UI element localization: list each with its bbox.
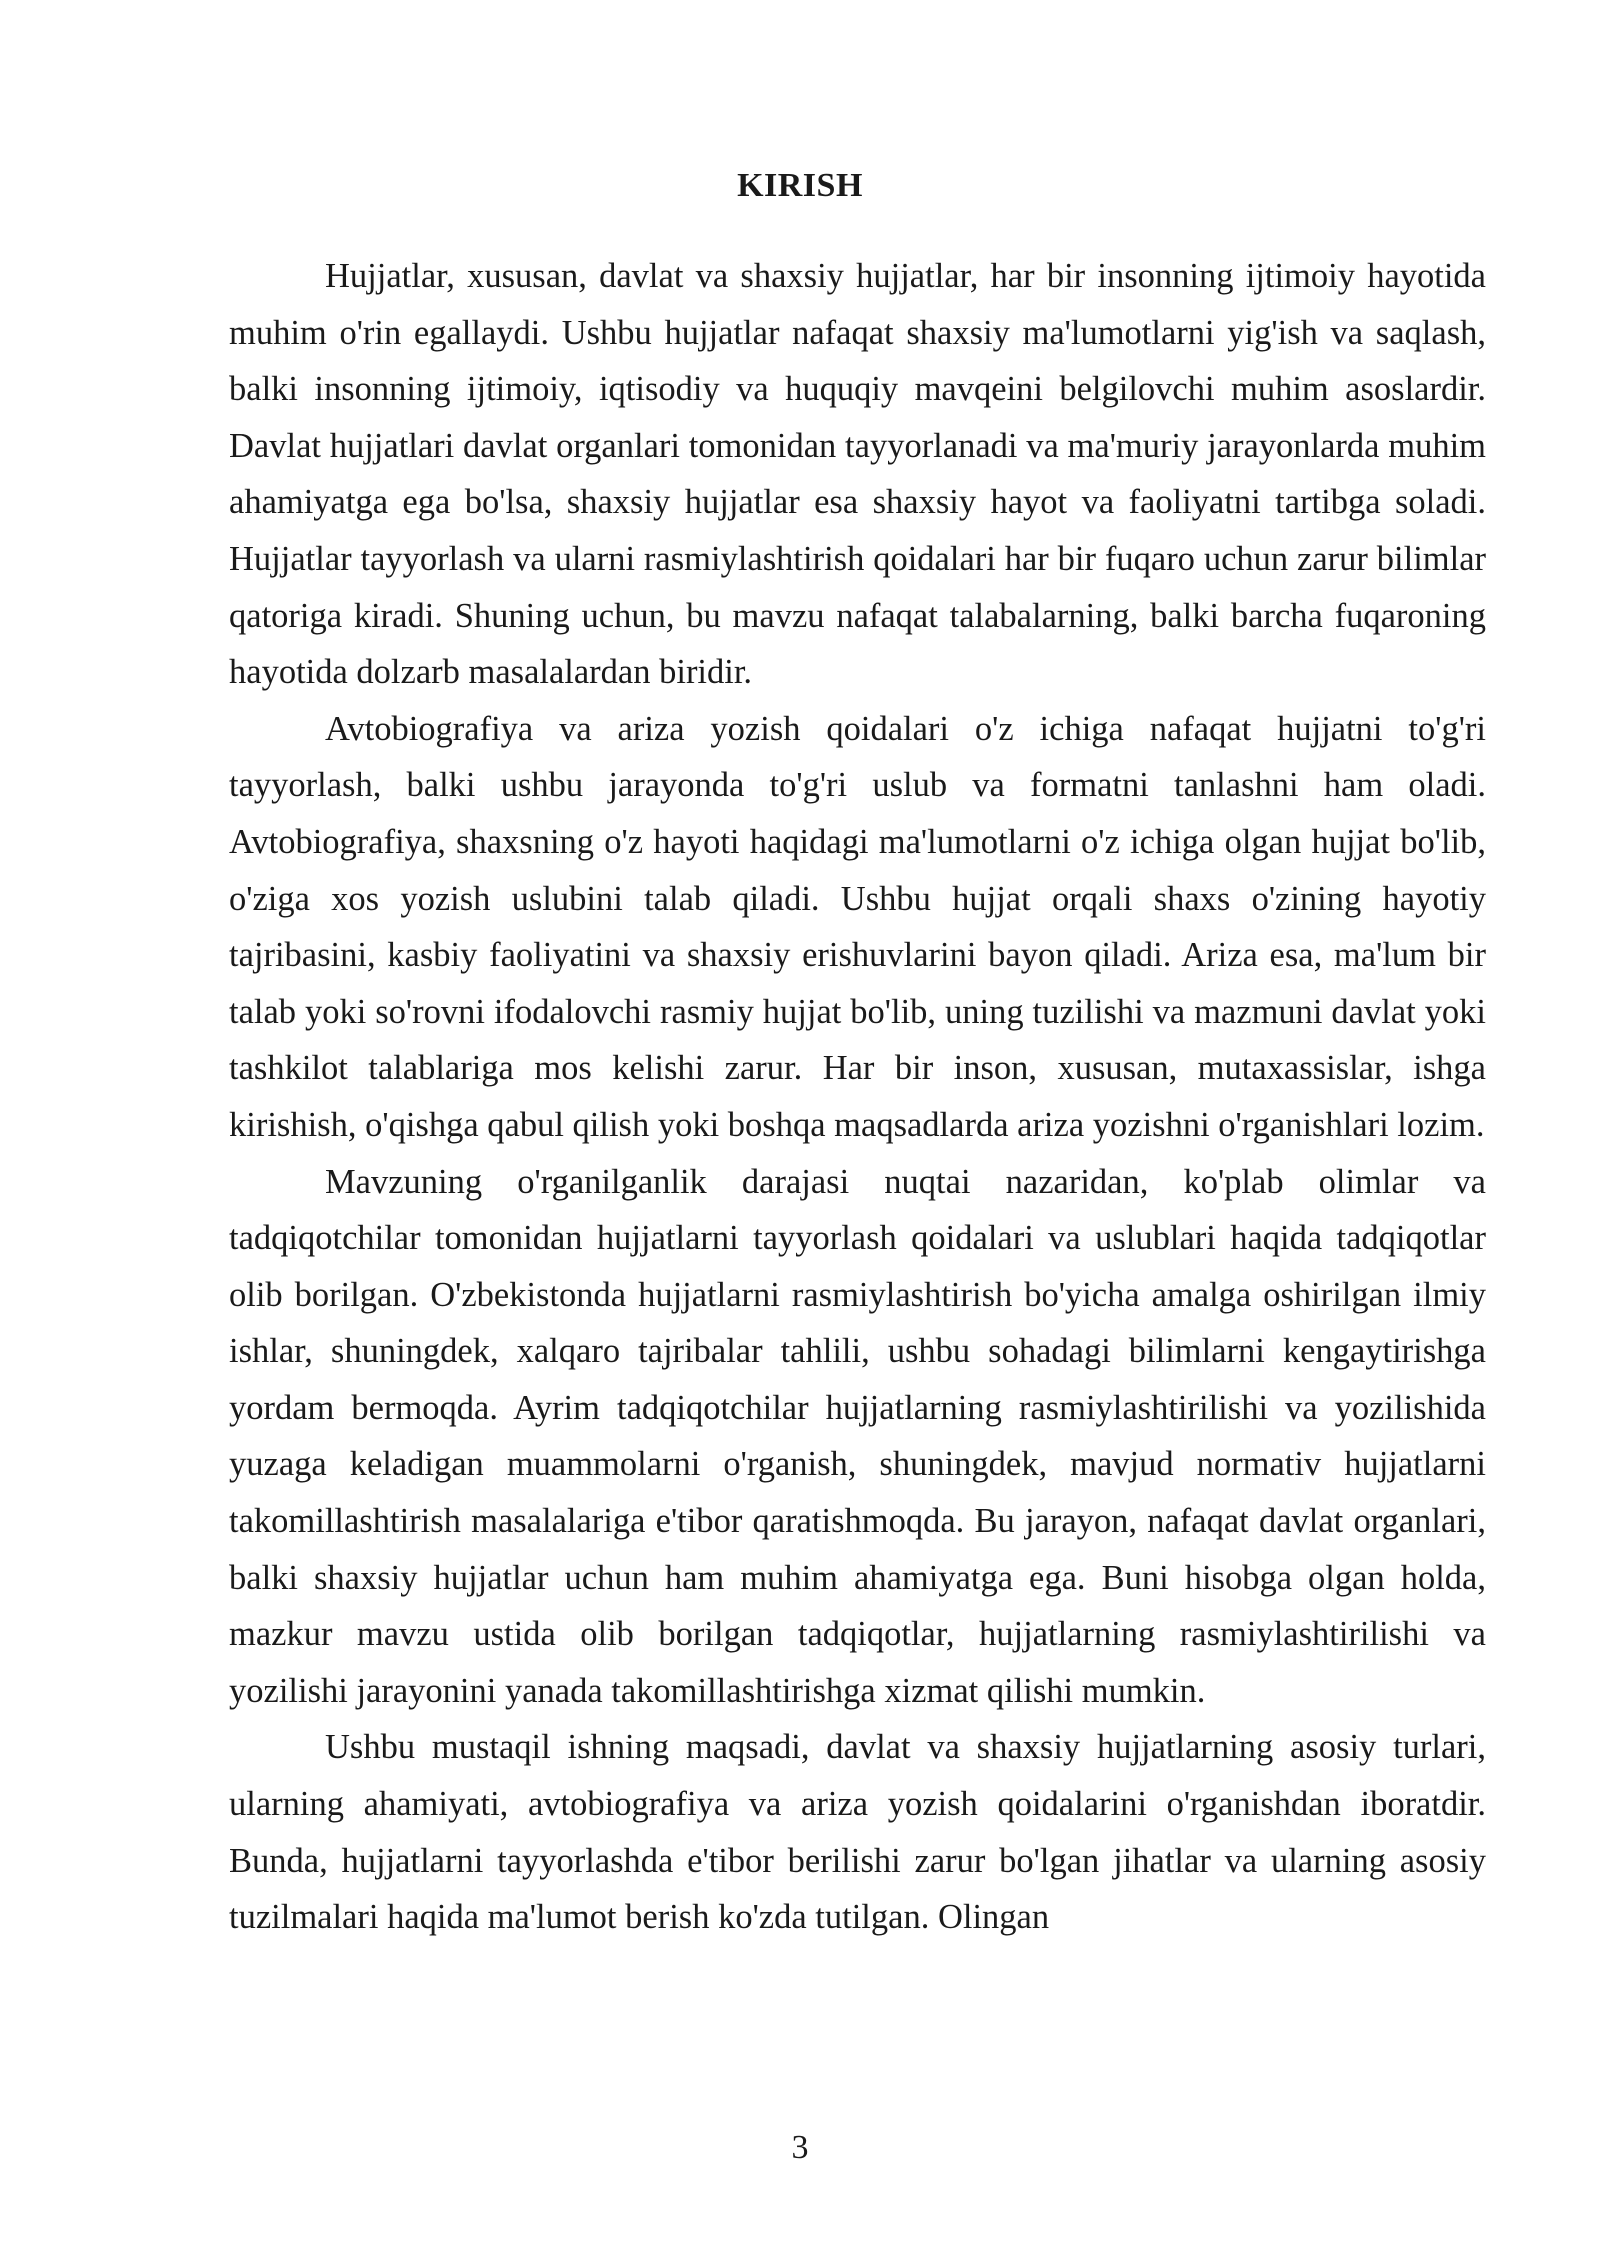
body-text <box>229 248 1486 1946</box>
paragraph: Mavzuning o'rganilganlik darajasi nuqtai nazaridan, ko'plab olimlar va tadqiqotchilar tomonidan hujjatlarni tayyorlash qoidalari va uslublari haqida tadqiqotlar olib borilgan. O'zbekistonda hujjatlarni rasmiylashtirish bo'yicha amalga oshirilgan ilmiy ishlar, shuningdek, xalqaro tajribalar tahlili, ushbu sohadagi bilimlarni kengaytirishga yordam bermoqda. Ayrim tadqiqotchilar hujjatlarning rasmiylashtirilishi va yozilishida yuzaga keladigan muammolarni o'rganish, shuningdek, mavjud normativ hujjatlarni takomillashtirish masalalariga e'tibor qaratishmoqda. Bu jarayon, nafaqat davlat organlari, balki shaxsiy hujjatlar uchun ham muhim ahamiyatga ega. Buni hisobga olgan holda, mazkur mavzu ustida olib borilgan tadqiqotlar, hujjatlarning rasmiylashtirilishi va yozilishi jarayonini yanada takomillashtirishga xizmat qilishi mumkin. <box>229 1162 1486 1710</box>
page-number: 3 <box>791 2129 809 2166</box>
paragraph: Hujjatlar, xususan, davlat va shaxsiy hujjatlar, har bir insonning ijtimoiy hayotida muhim o'rin egallaydi. Ushbu hujjatlar nafaqat shaxsiy ma'lumotlarni yig'ish va saqlash, balki insonning ijtimoiy, iqtisodiy va huquqiy mavqeini belgilovchi muhim asoslardir. Davlat hujjatlari davlat organlari tomonidan tayyorlanadi va ma'muriy jarayonlarda muhim ahamiyatga ega bo'lsa, shaxsiy hujjatlar esa shaxsiy hayot va faoliyatni tartibga soladi. Hujjatlar tayyorlash va ularni rasmiylashtirish qoidalari har bir fuqaro uchun zarur bilimlar qatoriga kiradi. Shuning uchun, bu mavzu nafaqat talabalarning, balki barcha fuqaroning hayotida dolzarb masalalardan biridir. <box>229 257 1486 692</box>
section-heading: KIRISH <box>737 167 863 204</box>
paragraph: Ushbu mustaqil ishning maqsadi, davlat va shaxsiy hujjatlarning asosiy turlari, ularning ahamiyati, avtobiografiya va ariza yozish qoidalarini o'rganishdan iboratdir. Bunda, hujjatlarni tayyorlashda e'tibor berilishi zarur bo'lgan jihatlar va ularning asosiy tuzilmalari haqida ma'lumot berish ko'zda tutilgan. Olingan <box>229 1728 1486 1937</box>
paragraph: Avtobiografiya va ariza yozish qoidalari o'z ichiga nafaqat hujjatni to'g'ri tayyorlash, balki ushbu jarayonda to'g'ri uslub va formatni tanlashni ham oladi. Avtobiografiya, shaxsning o'z hayoti haqidagi ma'lumotlarni o'z ichiga olgan hujjat bo'lib, o'ziga xos yozish uslubini talab qiladi. Ushbu hujjat orqali shaxs o'zining hayotiy tajribasini, kasbiy faoliyatini va shaxsiy erishuvlarini bayon qiladi. Ariza esa, ma'lum bir talab yoki so'rovni ifodalovchi rasmiy hujjat bo'lib, uning tuzilishi va mazmuni davlat yoki tashkilot talablariga mos kelishi zarur. Har bir inson, xususan, mutaxassislar, ishga kirishish, o'qishga qabul qilish yoki boshqa maqsadlarda ariza yozishni o'rganishlari lozim. <box>229 709 1486 1144</box>
